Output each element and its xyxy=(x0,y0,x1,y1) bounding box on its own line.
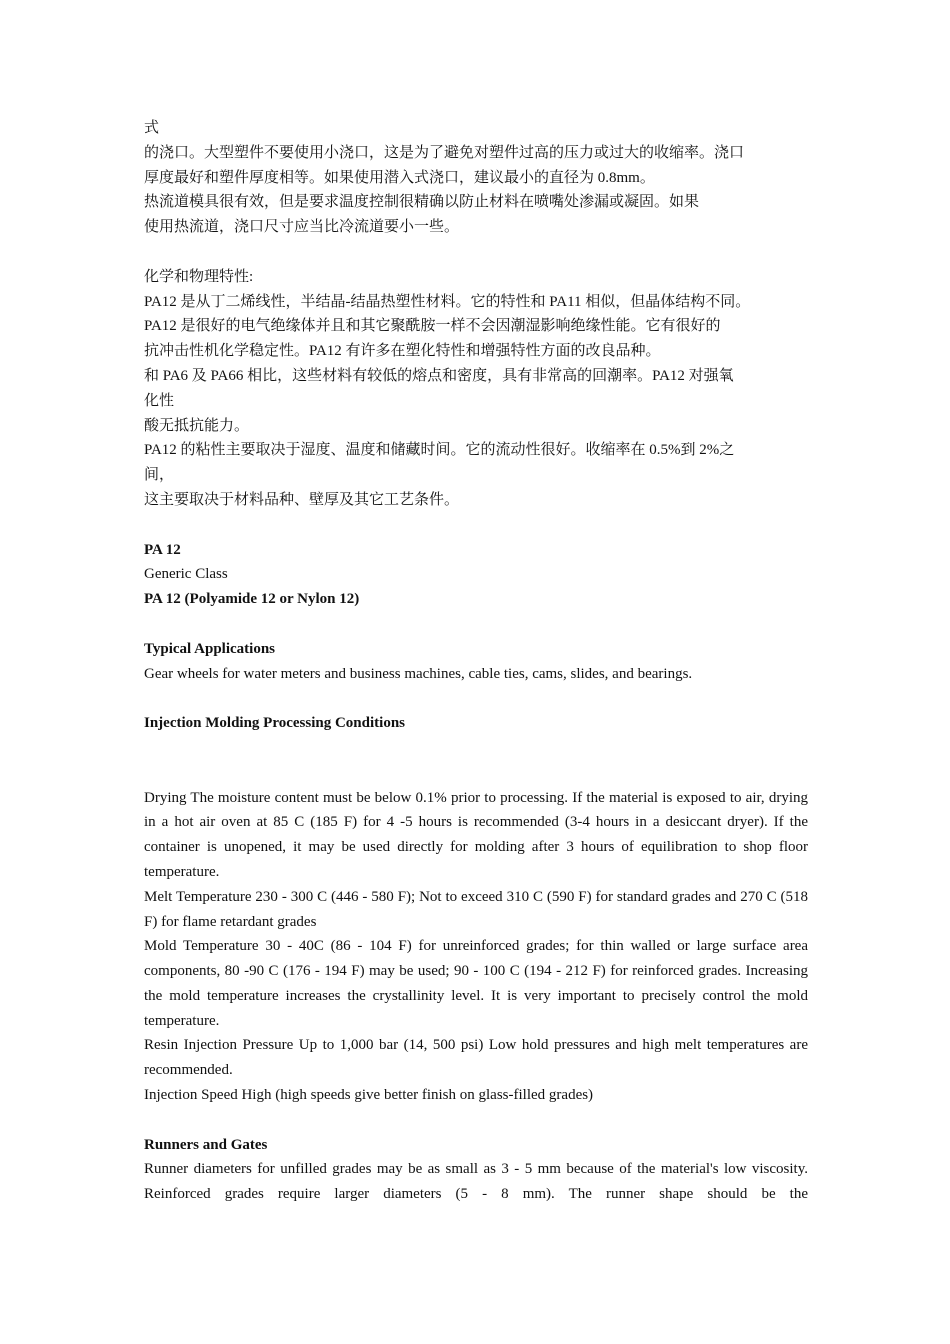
injection-pressure-paragraph: Resin Injection Pressure Up to 1,000 bar (14, 500 psi) Low hold pressures and high melt temperatures are recommended. xyxy=(144,1037,808,1079)
document-page xyxy=(144,116,808,1207)
material-full-name: PA 12 (Polyamide 12 or Nylon 12) xyxy=(144,591,360,608)
processing-block xyxy=(144,711,808,1108)
spacer xyxy=(144,736,808,786)
applications-heading: Typical Applications xyxy=(144,640,276,657)
cn-properties-line: 化性 xyxy=(144,392,175,409)
material-block xyxy=(144,538,808,612)
cn-properties-block xyxy=(144,265,808,513)
cn-intro-line: 使用热流道，浇口尺寸应当比冷流道要小一些。 xyxy=(144,219,460,236)
cn-intro-block xyxy=(144,116,808,240)
cn-intro-line: 厚度最好和塑件厚度相等。如果使用潜入式浇口，建议最小的直径为 0.8mm。 xyxy=(144,169,655,186)
mold-temperature-paragraph: Mold Temperature 30 - 40C (86 - 104 F) for unreinforced grades; for thin walled or large surface area components, 80 -90 C (176 - 194 F) may be used; 90 - 100 C (194 - 212 F) for reinforced grades. Increasing the mold temperature increases the crystallinity level. It is very important to precisely control the mold temperature. xyxy=(144,938,808,1029)
cn-properties-line: 间， xyxy=(144,467,175,484)
cn-properties-line: 抗冲击性机化学稳定性。PA12 有许多在塑化特性和增强特性方面的改良品种。 xyxy=(144,343,661,360)
cn-properties-line: 这主要取决于材料品种、壁厚及其它工艺条件。 xyxy=(144,491,460,508)
spacer xyxy=(144,513,808,538)
runners-text: Runner diameters for unfilled grades may be as small as 3 - 5 mm because of the material's low viscosity. Reinforced grades require larger diameters (5 - 8 mm). The runner shape should be the xyxy=(144,1161,808,1203)
spacer xyxy=(144,1108,808,1133)
applications-text: Gear wheels for water meters and business machines, cable ties, cams, slides, and bearings. xyxy=(144,665,693,682)
drying-paragraph: Drying The moisture content must be below 0.1% prior to processing. If the material is exposed to air, drying in a hot air oven at 85 C (185 F) for 4 -5 hours is recommended (3-4 hours in a desiccant dryer). If the container is unopened, it may be used directly for molding after 3 hours of equilibration to shop floor temperature. xyxy=(144,789,808,880)
cn-properties-heading: 化学和物理特性: xyxy=(144,268,254,285)
runners-block xyxy=(144,1133,808,1207)
runners-heading: Runners and Gates xyxy=(144,1136,268,1153)
processing-heading: Injection Molding Processing Conditions xyxy=(144,715,405,732)
spacer xyxy=(144,240,808,265)
spacer xyxy=(144,686,808,711)
material-class-label: Generic Class xyxy=(144,566,228,583)
cn-intro-line: 的浇口。大型塑件不要使用小浇口，这是为了避免对塑件过高的压力或过大的收缩率。浇口 xyxy=(144,144,745,161)
cn-properties-line: PA12 是从丁二烯线性，半结晶-结晶热塑性材料。它的特性和 PA11 相似，但晶体结构不同。 xyxy=(144,293,751,310)
cn-properties-line: 酸无抵抗能力。 xyxy=(144,417,250,434)
spacer xyxy=(144,612,808,637)
cn-properties-line: PA12 的粘性主要取决于湿度、温度和储藏时间。它的流动性很好。收缩率在 0.5%到 2%之 xyxy=(144,442,735,459)
cn-intro-line: 式 xyxy=(144,120,160,136)
cn-properties-line: 和 PA6 及 PA66 相比，这些材料有较低的熔点和密度，具有非常高的回潮率。PA12 对强氧 xyxy=(144,367,734,384)
cn-properties-line: PA12 是很好的电气绝缘体并且和其它聚酰胺一样不会因潮湿影响绝缘性能。它有很好的 xyxy=(144,318,721,335)
melt-temperature-paragraph: Melt Temperature 230 - 300 C (446 - 580 F); Not to exceed 310 C (590 F) for standard grades and 270 C (518 F) for flame retardant grades xyxy=(144,888,808,930)
injection-speed-paragraph: Injection Speed High (high speeds give better finish on glass-filled grades) xyxy=(144,1087,594,1104)
cn-intro-line: 热流道模具很有效，但是要求温度控制很精确以防止材料在喷嘴处渗漏或凝固。如果 xyxy=(144,194,700,211)
material-name: PA 12 xyxy=(144,541,181,558)
applications-block xyxy=(144,637,808,687)
